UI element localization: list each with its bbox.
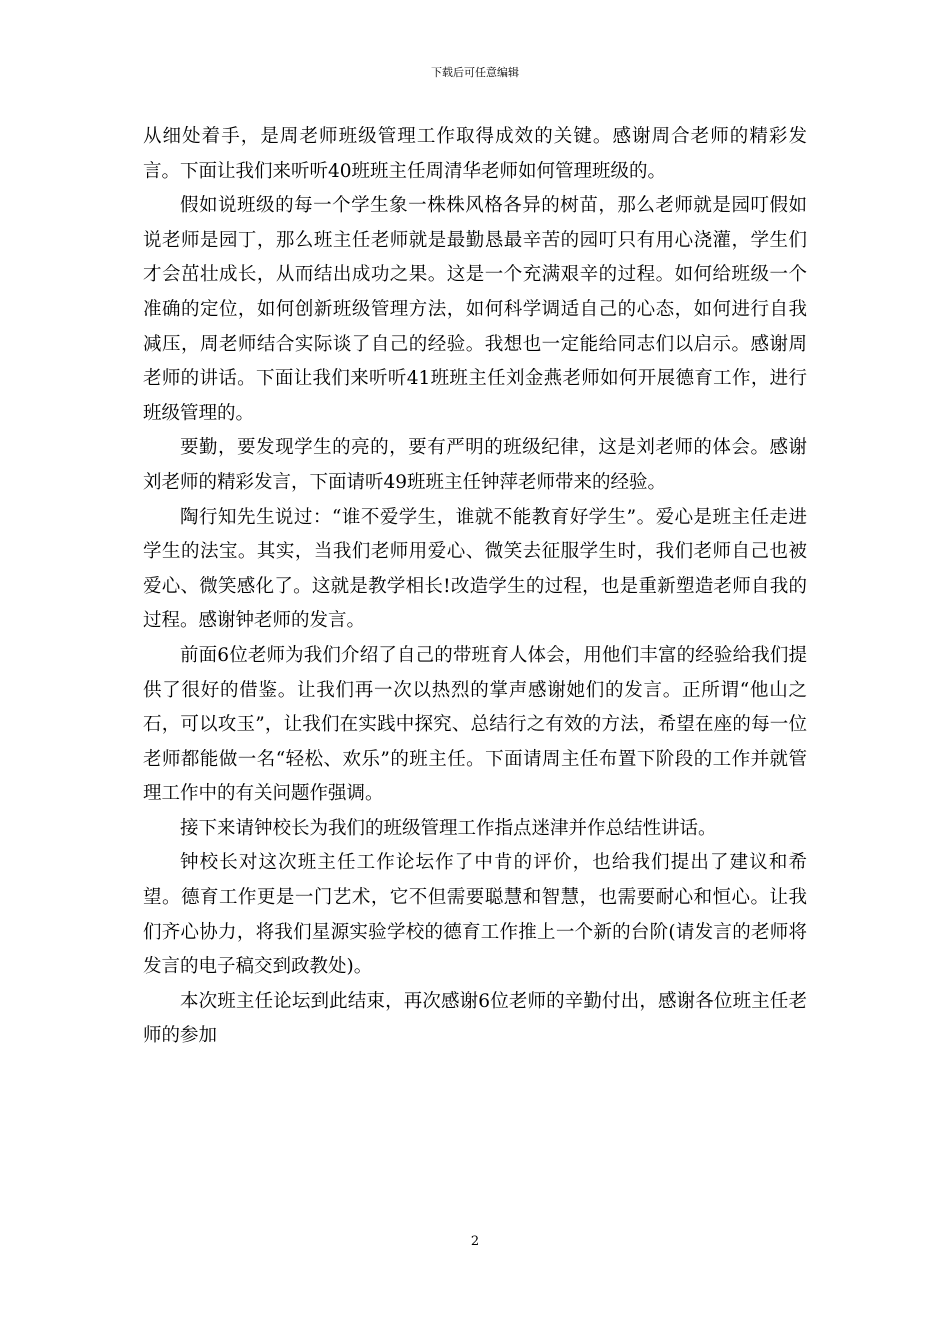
- paragraph: 前面6位老师为我们介绍了自己的带班育人体会，用他们丰富的经验给我们提供了很好的借鉴。让我们再一次以热烈的掌声感谢她们的发言。正所谓“他山之石，可以攻玉”，让我们在实践中探究、总结行之有效的方法，希望在座的每一位老师都能做一名“轻松、欢乐”的班主任。下面请周主任布置下阶段的工作并就管理工作中的有关问题作强调。: [143, 644, 807, 805]
- paragraph: 钟校长对这次班主任工作论坛作了中肯的评价，也给我们提出了建议和希望。德育工作更是一门艺术，它不但需要聪慧和智慧，也需要耐心和恒心。让我们齐心协力，将我们星源实验学校的德育工作推上一个新的台阶(请发言的老师将发言的电子稿交到政教处)。: [143, 852, 807, 978]
- paragraph: 从细处着手，是周老师班级管理工作取得成效的关键。感谢周合老师的精彩发言。下面让我们来听听40班班主任周清华老师如何管理班级的。: [143, 126, 807, 182]
- page-number: 2: [470, 1234, 480, 1249]
- page-header-note: 下载后可任意编辑: [431, 66, 519, 79]
- paragraph: 假如说班级的每一个学生象一株株风格各异的树苗，那么老师就是园叮假如说老师是园丁，那么班主任老师就是最勤恳最辛苦的园叮只有用心浇灌，学生们才会茁壮成长，从而结出成功之果。这是一个充满艰辛的过程。如何给班级一个准确的定位，如何创新班级管理方法，如何科学调适自己的心态，如何进行自我减压，周老师结合实际谈了自己的经验。我想也一定能给同志们以启示。感谢周老师的讲话。下面让我们来听听41班班主任刘金燕老师如何开展德育工作，进行班级管理的。: [143, 195, 807, 424]
- paragraph: 本次班主任论坛到此结束，再次感谢6位老师的辛勤付出，感谢各位班主任老师的参加: [143, 990, 807, 1047]
- document-body: [143, 120, 807, 1054]
- paragraph: 陶行知先生说过：“谁不爱学生，谁就不能教育好学生”。爱心是班主任走进学生的法宝。其实，当我们老师用爱心、微笑去征服学生时，我们老师自己也被爱心、微笑感化了。这就是教学相长!改造学生的过程，也是重新塑造老师自我的过程。感谢钟老师的发言。: [143, 506, 807, 632]
- paragraph: 接下来请钟校长为我们的班级管理工作指点迷津并作总结性讲话。: [180, 817, 717, 839]
- paragraph: 要勤，要发现学生的亮的，要有严明的班级纪律，这是刘老师的体会。感谢刘老师的精彩发言，下面请听49班班主任钟萍老师带来的经验。: [143, 437, 807, 493]
